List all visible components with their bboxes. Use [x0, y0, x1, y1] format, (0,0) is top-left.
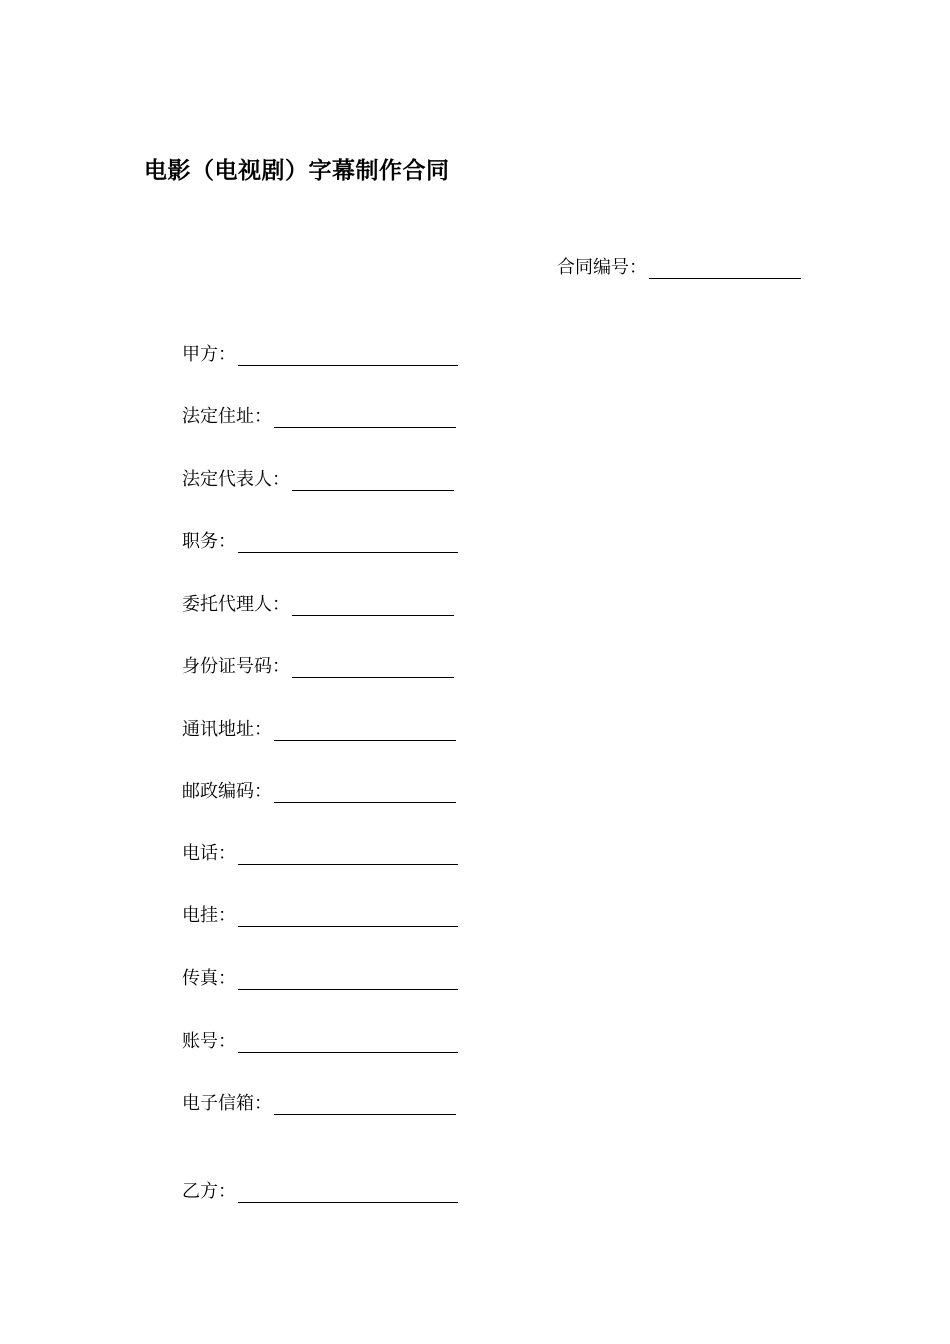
party-a-row	[182, 341, 458, 367]
email-label: 电子信箱：	[182, 1093, 272, 1114]
telegram-blank	[238, 904, 458, 927]
postal-code-label: 邮政编码：	[182, 781, 272, 802]
legal-address-row	[182, 403, 456, 429]
email-blank	[274, 1092, 456, 1115]
fax-blank	[238, 967, 458, 990]
postal-code-row	[182, 778, 456, 804]
legal-address-blank	[274, 405, 456, 428]
authorized-agent-row	[182, 591, 454, 617]
account-blank	[238, 1030, 458, 1053]
contract-number-blank	[649, 256, 801, 279]
authorized-agent-label: 委托代理人：	[182, 594, 290, 615]
position-label: 职务：	[182, 531, 236, 552]
contract-number-row	[557, 254, 801, 280]
contract-title: 电影（电视剧）字幕制作合同	[144, 158, 450, 184]
phone-row	[182, 840, 458, 866]
telegram-label: 电挂：	[182, 905, 236, 926]
authorized-agent-blank	[292, 593, 454, 616]
mailing-address-row	[182, 716, 456, 742]
position-row	[182, 528, 458, 554]
fax-label: 传真：	[182, 968, 236, 989]
postal-code-blank	[274, 780, 456, 803]
phone-blank	[238, 842, 458, 865]
party-b-label: 乙方：	[182, 1181, 236, 1202]
position-blank	[238, 530, 458, 553]
account-label: 账号：	[182, 1031, 236, 1052]
contract-number-label: 合同编号：	[557, 257, 647, 278]
legal-representative-row	[182, 466, 454, 492]
mailing-address-blank	[274, 718, 456, 741]
account-row	[182, 1028, 458, 1054]
id-number-label: 身份证号码：	[182, 656, 290, 677]
legal-address-label: 法定住址：	[182, 406, 272, 427]
party-b-blank	[238, 1180, 458, 1203]
party-a-label: 甲方：	[182, 344, 236, 365]
fax-row	[182, 965, 458, 991]
party-b-row	[182, 1178, 458, 1204]
telegram-row	[182, 902, 458, 928]
phone-label: 电话：	[182, 843, 236, 864]
id-number-row	[182, 653, 454, 679]
legal-representative-blank	[292, 468, 454, 491]
email-row	[182, 1090, 456, 1116]
party-a-blank	[238, 343, 458, 366]
legal-representative-label: 法定代表人：	[182, 469, 290, 490]
id-number-blank	[292, 655, 454, 678]
mailing-address-label: 通讯地址：	[182, 719, 272, 740]
